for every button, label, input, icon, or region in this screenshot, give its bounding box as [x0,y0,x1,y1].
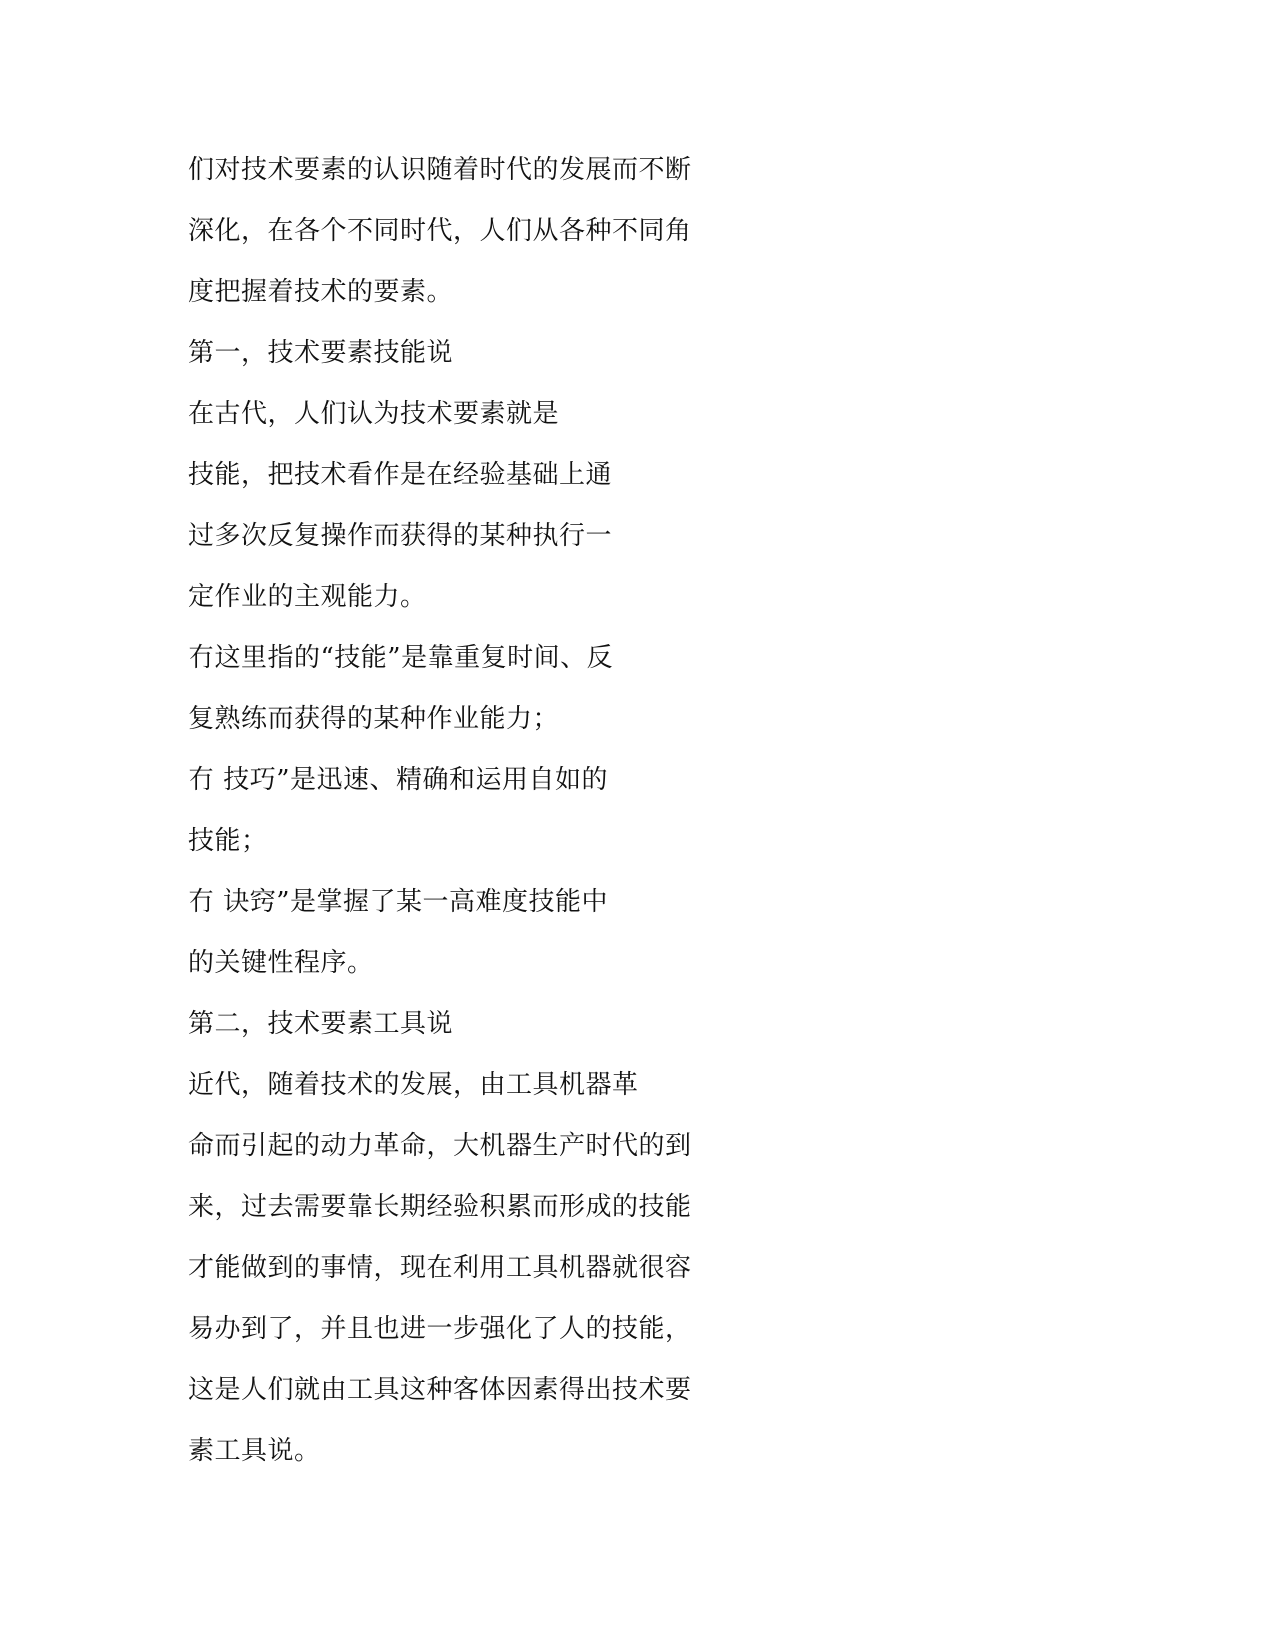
text-line: 度把握着技术的要素。 [188,277,454,307]
text-line: 技能； [188,826,268,856]
text-line: 易办到了，并且也进一步强化了人的技能， [188,1314,692,1344]
text-line: 技能，把技术看作是在经验基础上通 [188,460,613,490]
text-line: 复熟练而获得的某种作业能力； [188,704,560,734]
text-line: 冇 诀窍”是掌握了某一高难度技能中 [188,887,609,917]
text-line: 命而引起的动力革命，大机器生产时代的到 [188,1131,692,1161]
text-line: 定作业的主观能力。 [188,582,427,612]
text-line: 才能做到的事情，现在利用工具机器就很容 [188,1253,692,1283]
section-heading: 第一，技术要素技能说 [188,338,454,368]
text-line: 在古代，人们认为技术要素就是 [188,399,560,429]
text-line: 冇这里指的“技能”是靠重复时间、反 [188,643,614,673]
text-line: 来，过去需要靠长期经验积累而形成的技能 [188,1192,692,1222]
text-line: 们对技术要素的认识随着时代的发展而不断 [188,155,692,185]
text-line: 深化，在各个不同时代，人们从各种不同角 [188,216,692,246]
section-heading: 第二，技术要素工具说 [188,1009,454,1039]
text-line: 近代，随着技术的发展，由工具机器革 [188,1070,639,1100]
text-line: 过多次反复操作而获得的某种执行一 [188,521,613,551]
text-line: 冇 技巧”是迅速、精确和运用自如的 [188,765,609,795]
text-line: 的关键性程序。 [188,948,374,978]
body-text [188,140,708,1482]
text-line: 这是人们就由工具这种客体因素得出技术要 [188,1375,692,1405]
text-line: 素工具说。 [188,1436,321,1466]
